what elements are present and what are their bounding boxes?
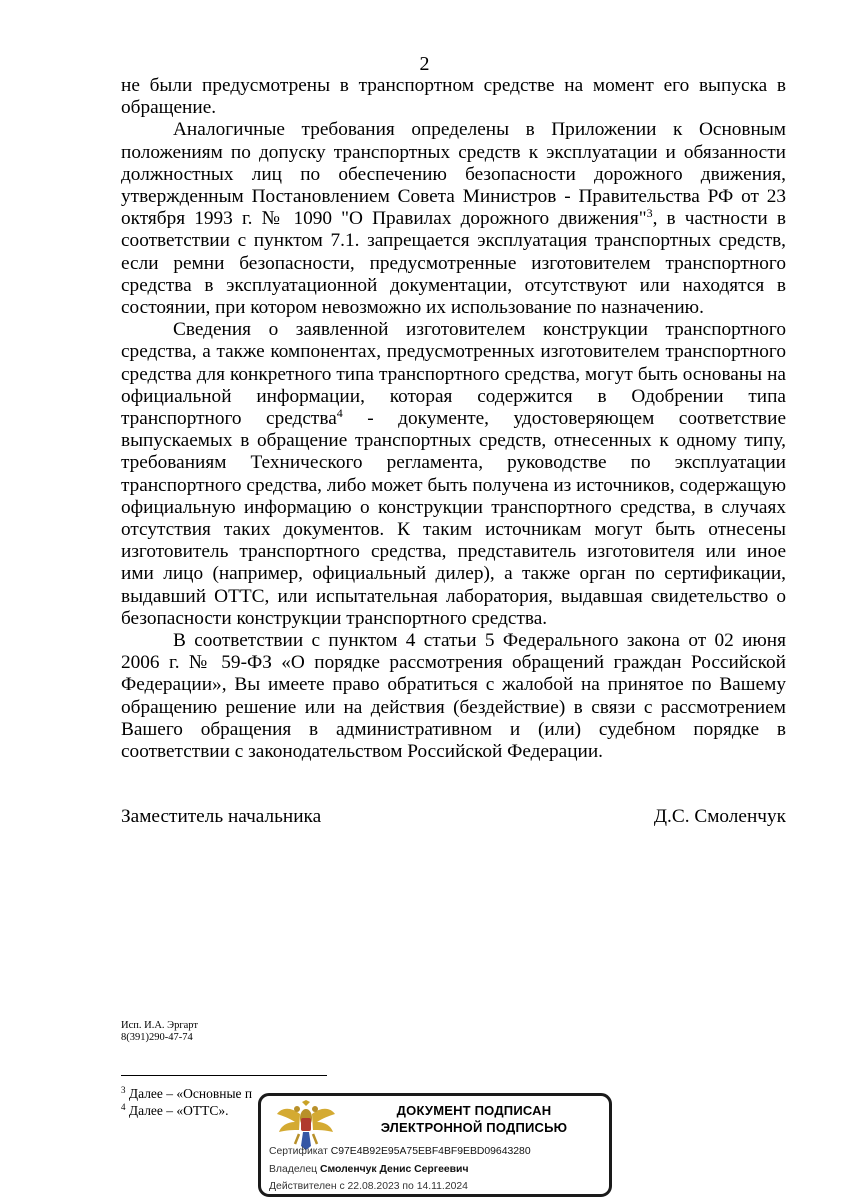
electronic-signature-stamp <box>258 1093 612 1197</box>
footnote-ref-4: 4 <box>336 406 343 421</box>
signer-name: Д.С. Смоленчук <box>653 806 786 827</box>
stamp-title: ДОКУМЕНТ ПОДПИСАН ЭЛЕКТРОННОЙ ПОДПИСЬЮ <box>380 1103 568 1135</box>
letter-body <box>121 75 786 763</box>
footnote-ref-3: 3 <box>646 206 653 221</box>
footnotes <box>121 1085 252 1119</box>
stamp-owner: Владелец Смоленчук Денис Сергеевич <box>269 1164 469 1175</box>
paragraph-appeal-rights: В соответствии с пунктом 4 статьи 5 Федерального закона от 02 июня 2006 г. № 59-ФЗ «О порядке рассмотрения обращений граждан Российской Федерации», Вы имеете право обратиться с жалобой на принятое по Вашему обращению решение или на действия (бездействие) в связи с рассмотрением Вашего обращения в административном и (или) судебном порядке в соответствии с законодательством Российской Федерации. <box>121 630 786 763</box>
executor-name: Исп. И.А. Эргарт <box>121 1020 199 1031</box>
footnote-3: $^3$ Далее – «Основные п <box>121 1085 253 1101</box>
signer-position: Заместитель начальника <box>121 806 322 827</box>
executor-phone: 8(391)290-47-74 <box>121 1032 193 1043</box>
paragraph-construction-info: Сведения о заявленной изготовителем конструкции транспортного средства, а также компонентах, предусмотренных изготовителем транспортного средства для конкретного типа транспортного средства, могут быть основаны на официальной информации, которая содержится в Одобрении типа транспортного средства$^4$ - документе, удостоверяющем соответствие выпускаемых в обращение транспортных средств, отнесенных к одному типу, требованиям Технического регламента, руководстве по эксплуатации транспортного средства, либо может быть получена из источников, содержащую официальную информацию о конструкции транспортного средства, в случаях отсутствия таких документов. К таким источникам могут быть отнесены изготовитель транспортного средства, представитель изготовителя или иное ими лицо (например, официальный дилер), а также орган по сертификации, выдавший ОТТС, или испытательная лаборатория, выдавшая свидетельство о безопасности конструкции транспортного средства. <box>121 319 786 629</box>
footnote-4: $^4$ Далее – «ОТТС». <box>121 1102 229 1118</box>
footnote-divider <box>121 1075 327 1076</box>
page-number: 2 <box>419 53 430 75</box>
stamp-certificate: Сертификат C97E4B92E95A75EBF4BF9EBD09643280 <box>269 1146 531 1157</box>
paragraph-requirements: Аналогичные требования определены в Приложении к Основным положениям по допуску транспортных средств к эксплуатации и обязанности должностных лиц по обеспечению безопасности дорожного движения, утвержденным Постановлением Совета Министров - Правительства РФ от 23 октября 1993 г. № 1090 "О Правилах дорожного движения"$^3$, в частности в соответствии с пунктом 7.1. запрещается эксплуатация транспортных средств, если ремни безопасности, предусмотренные изготовителем транспортного средства в эксплуатационной документации, отсутствуют или находятся в состоянии, при котором невозможно их использование по назначению. <box>121 119 786 319</box>
paragraph-continuation: не были предусмотрены в транспортном средстве на момент его выпуска в обращение. <box>121 75 786 119</box>
executor-info <box>121 1020 198 1044</box>
stamp-validity: Действителен с 22.08.2023 по 14.11.2024 <box>269 1181 468 1192</box>
